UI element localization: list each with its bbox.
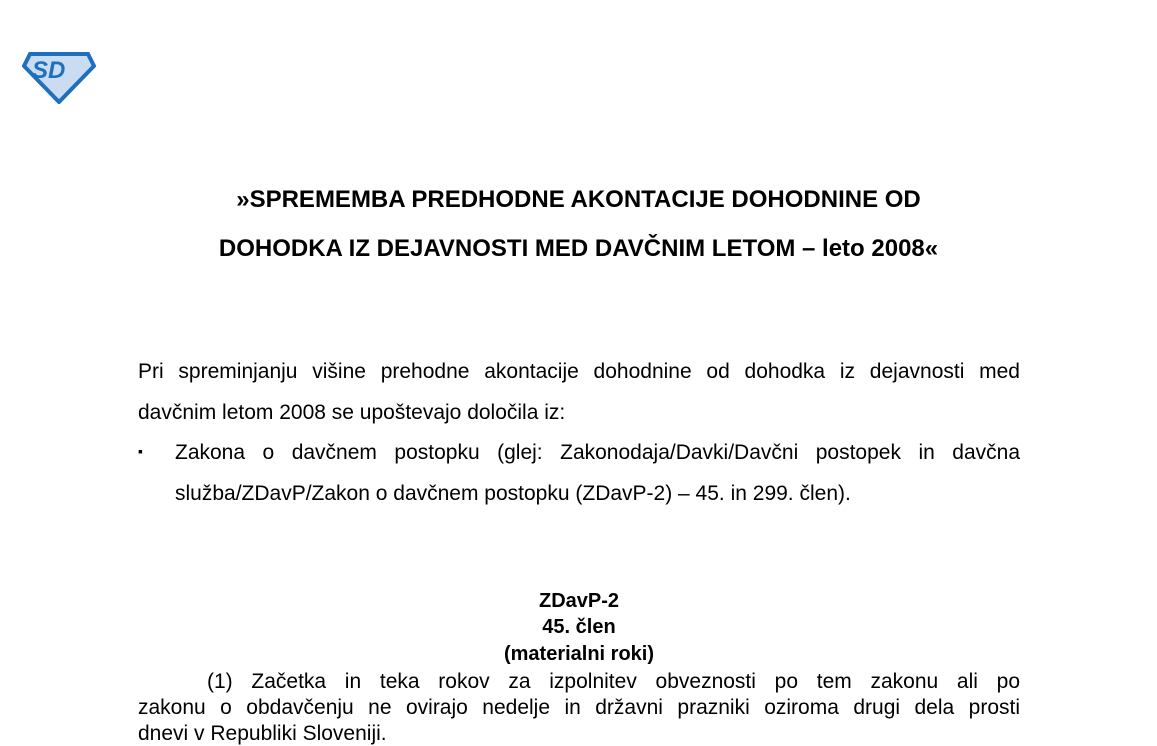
document-title-line-1: »SPREMEMBA PREDHODNE AKONTACIJE DOHODNINE OD bbox=[236, 186, 921, 213]
intro-line-2: davčnim letom 2008 se upoštevajo določila iz: bbox=[138, 401, 566, 424]
intro-line-1: Pri spreminjanju višine prehodne akontacije dohodnine od dohodka iz dejavnosti med bbox=[138, 360, 1020, 383]
article-law: ZDavP-2 bbox=[538, 590, 620, 612]
bullet-marker-icon: ▪ bbox=[138, 443, 143, 459]
article-para-line-1: (1) Začetka in teka rokov za izpolnitev obveznosti po tem zakonu ali po bbox=[207, 670, 1020, 693]
logo bbox=[22, 48, 96, 109]
article-para-line-2: zakonu o obdavčenju ne ovirajo nedelje in državni prazniki oziroma drugi dela prosti bbox=[138, 696, 1020, 719]
article-para-line-3: dnevi v Republiki Sloveniji. bbox=[138, 722, 387, 745]
article-number: 45. člen bbox=[542, 616, 616, 638]
document-title-line-2: DOHODKA IZ DEJAVNOSTI MED DAVČNIM LETOM – leto 2008« bbox=[218, 235, 939, 262]
svg-text:SD: SD bbox=[32, 57, 66, 84]
bullet-line-1: Zakona o davčnem postopku (glej: Zakonodaja/Davki/Davčni postopek in davčna bbox=[175, 441, 1020, 464]
bullet-line-2: služba/ZDavP/Zakon o davčnem postopku (ZDavP-2) – 45. in 299. člen). bbox=[175, 482, 851, 505]
article-heading: (materialni roki) bbox=[503, 643, 655, 665]
